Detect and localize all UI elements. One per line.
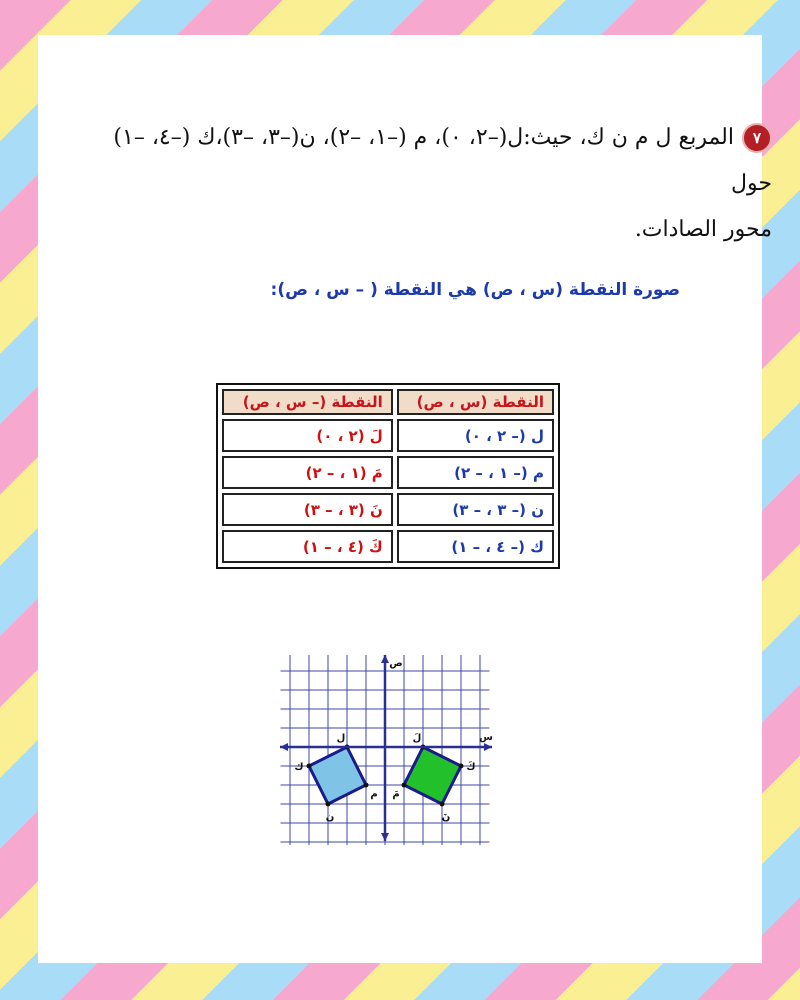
x-axis-arrow-left	[280, 743, 288, 751]
header-image-point: النقطة (– س ، ص)	[222, 389, 393, 415]
reflection-rule: صورة النقطة (س ، ص) هي النقطة ( – س ، ص):	[270, 280, 680, 300]
image-point-cell: كَ (٤ ، – ١)	[222, 530, 393, 563]
original-point-cell: ل (– ٢ ، ٠)	[397, 419, 554, 452]
y-axis-arrow-top	[381, 655, 389, 663]
vertex-dot	[459, 764, 464, 769]
vertex-label: ن	[325, 812, 335, 823]
table-row	[222, 456, 554, 489]
vertex-dot	[440, 802, 445, 807]
vertex-label: ل	[336, 733, 346, 744]
x-axis-label: س	[479, 732, 493, 743]
y-axis-arrow-bottom	[381, 833, 389, 841]
vertex-label: كَ	[466, 762, 476, 773]
problem-number-badge: ٧	[742, 123, 772, 153]
vertex-dot	[402, 783, 407, 788]
x-axis-arrow-right	[484, 743, 492, 751]
problem-line-2: محور الصادات.	[634, 217, 772, 242]
problem-line-1	[112, 115, 772, 207]
table-row	[222, 419, 554, 452]
table-row	[222, 530, 554, 563]
vertex-dot	[364, 783, 369, 788]
vertex-dot	[307, 764, 312, 769]
image-point-cell: لَ (٢ ، ٠)	[222, 419, 393, 452]
vertex-label: م	[370, 789, 378, 800]
vertex-label: نَ	[441, 812, 451, 823]
table-row	[222, 493, 554, 526]
original-square	[309, 747, 366, 804]
image-square	[404, 747, 461, 804]
y-axis-label: ص	[389, 658, 403, 669]
original-point-cell: م (– ١ ، – ٢)	[397, 456, 554, 489]
coordinates-table	[216, 383, 560, 569]
coordinate-plane	[280, 655, 495, 849]
header-original-point: النقطة (س ، ص)	[397, 389, 554, 415]
original-point-cell: ك (– ٤ ، – ١)	[397, 530, 554, 563]
original-point-cell: ن (– ٣ ، – ٣)	[397, 493, 554, 526]
vertex-label: لَ	[412, 733, 422, 744]
table-header-row	[222, 389, 554, 415]
vertex-dot	[326, 802, 331, 807]
image-point-cell: نَ (٣ ، – ٣)	[222, 493, 393, 526]
vertex-label: مَ	[392, 789, 400, 800]
image-point-cell: مَ (١ ، – ٢)	[222, 456, 393, 489]
problem-text-line1: المربع ل م ن ك، حيث:ل(–٢، ٠)، م (–١، –٢)، ن(–٣، –٣)،ك (–٤، –١) حول	[113, 125, 772, 196]
problem-statement	[112, 115, 772, 253]
coordinate-plane-svg	[280, 655, 495, 845]
vertex-label: ك	[294, 762, 304, 773]
